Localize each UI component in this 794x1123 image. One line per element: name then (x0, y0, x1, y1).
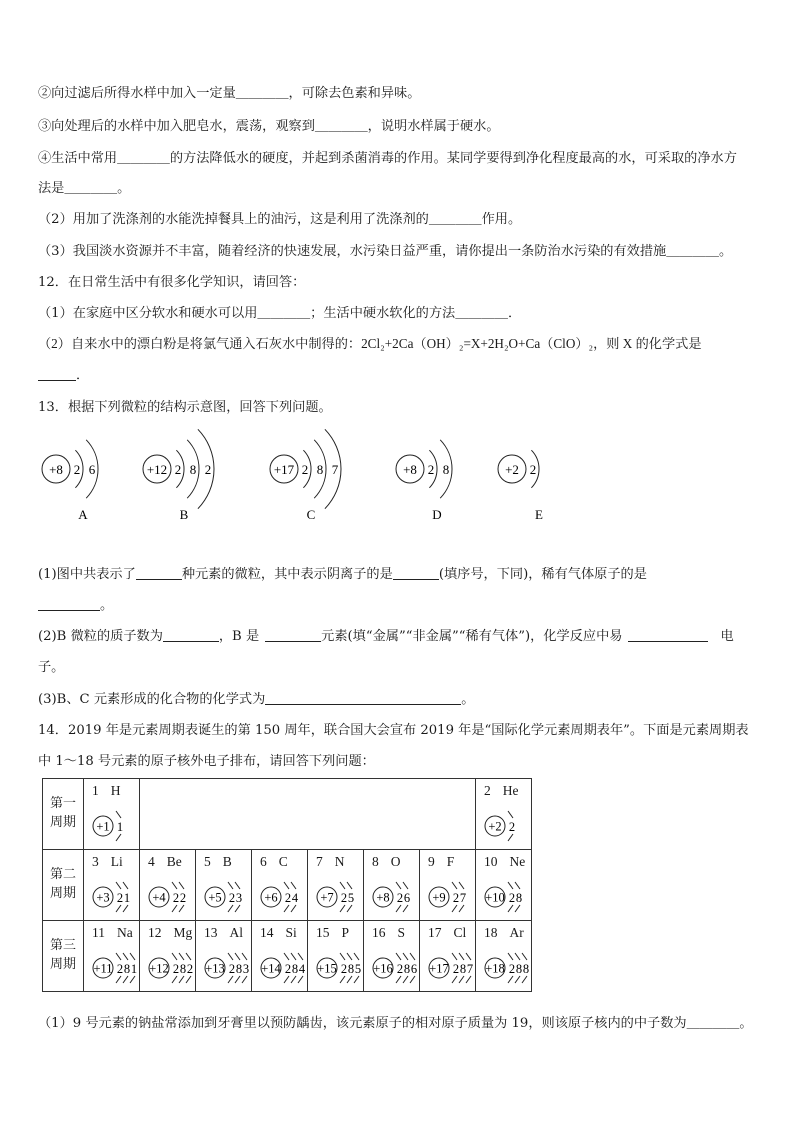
element-cell-he (476, 779, 532, 850)
element-cell-o (364, 850, 420, 921)
shell-tick-bottom (403, 905, 408, 912)
period-label: 第二 周期 (43, 850, 84, 921)
atom-structure-diagram (308, 921, 363, 991)
shell-tick-bottom (459, 976, 464, 983)
shell-electron-count: 2 (396, 891, 404, 905)
shell-tick-bottom (284, 905, 289, 912)
shell-electron-count: 8 (522, 962, 530, 976)
nucleus-charge: +6 (264, 890, 278, 905)
shell-tick-bottom (396, 905, 401, 912)
shell-tick-bottom (522, 976, 527, 983)
shell-tick-top (347, 953, 352, 960)
text-line: （3）我国淡水资源并不丰富，随着经济的快速发展，水污染日益严重，请你提出一条防治水污染的有效措施＿＿＿＿。 (38, 244, 733, 259)
text-line: ②向过滤后所得水样中加入一定量＿＿＿＿，可除去色素和异味。 (38, 86, 421, 101)
particle-label: D (432, 507, 442, 522)
nucleus-charge: +18 (485, 961, 505, 976)
answer-blank[interactable] (265, 628, 321, 642)
nucleus-charge: +15 (317, 961, 337, 976)
shell-tick-top (508, 882, 513, 889)
atomic-number: 18 (484, 925, 498, 940)
particle-label: E (535, 507, 543, 522)
shell-electron-count: 8 (442, 462, 450, 477)
nucleus-charge: +9 (432, 890, 446, 905)
answer-blank[interactable] (38, 597, 100, 611)
particle-diagram-a (42, 440, 98, 522)
shell-electron-count: 2 (228, 962, 236, 976)
question-13-stem: 13．根据下列微粒的结构示意图，回答下列问题。 (38, 400, 332, 415)
shell-tick-top (508, 953, 513, 960)
shell-tick-top (291, 953, 296, 960)
shell-electron-count: 2 (116, 962, 124, 976)
shell-tick-top (179, 882, 184, 889)
shell-tick-top (291, 882, 296, 889)
element-cell-f (420, 850, 476, 921)
atomic-number: 14 (260, 925, 274, 940)
shell-tick-top (228, 953, 233, 960)
shell-tick-top (284, 882, 289, 889)
shell-electron-count: 8 (515, 891, 523, 905)
element-symbol: N (334, 854, 345, 869)
punctuation: 。 (461, 692, 475, 707)
atom-structure-diagram (476, 850, 531, 920)
atomic-number: 1 (92, 783, 99, 798)
shell-electron-count: 4 (298, 962, 306, 976)
shell-tick-top (179, 953, 184, 960)
shell-tick-top (410, 953, 415, 960)
nucleus-charge: +1 (96, 819, 110, 834)
nucleus-charge: +4 (152, 890, 166, 905)
shell-tick-bottom (228, 905, 233, 912)
atomic-number: 6 (260, 854, 267, 869)
shell-electron-count: 4 (291, 891, 299, 905)
shell-electron-count: 7 (466, 962, 474, 976)
shell-tick-top (116, 882, 121, 889)
text: (2)B 微粒的质子数为 (38, 629, 163, 644)
element-cell-al (196, 921, 252, 992)
shell-tick-bottom (179, 905, 184, 912)
shell-tick-bottom (298, 976, 303, 983)
nucleus-charge: +7 (320, 890, 334, 905)
shell-tick-bottom (403, 976, 408, 983)
shell-tick-bottom (410, 976, 415, 983)
shell-electron-count: 2 (529, 462, 537, 477)
shell-tick-bottom (459, 905, 464, 912)
shell-tick-top (452, 882, 457, 889)
shell-tick-top (123, 882, 128, 889)
shell-tick-bottom (172, 976, 177, 983)
atomic-number: 12 (148, 925, 162, 940)
element-cell-cl (420, 921, 476, 992)
shell-tick-bottom (130, 976, 135, 983)
element-symbol: O (390, 854, 401, 869)
periodic-table (42, 778, 532, 992)
shell-tick-bottom (235, 976, 240, 983)
shell-tick-bottom (452, 905, 457, 912)
text: ，B 是 (218, 629, 260, 644)
shell-tick-bottom (291, 976, 296, 983)
shell-tick-top (228, 882, 233, 889)
answer-blank[interactable] (136, 566, 182, 580)
element-symbol: Li (110, 854, 123, 869)
shell-tick-top (515, 953, 520, 960)
element-cell-n (308, 850, 364, 921)
shell-tick-bottom (284, 976, 289, 983)
shell-electron-count: 2 (172, 891, 180, 905)
element-symbol: Cl (453, 925, 467, 940)
text-line: 法是＿＿＿＿。 (38, 181, 131, 196)
shell-electron-count: 2 (508, 820, 516, 834)
element-cell-b (196, 850, 252, 921)
element-symbol: C (278, 854, 288, 869)
particle-label: B (179, 507, 189, 522)
shell-tick-top (459, 882, 464, 889)
atomic-number: 17 (428, 925, 442, 940)
atom-structure-diagram (364, 850, 419, 920)
text: (3)B、C 元素形成的化合物的化学式为 (38, 692, 266, 707)
question-14-stem: 14．2019 年是元素周期表诞生的第 150 周年，联合国大会宣布 2019 年是“国际化学元素周期表年”。下面是元素周期表 (38, 723, 749, 738)
shell-tick-top (354, 953, 359, 960)
shell-tick-top (403, 953, 408, 960)
period-label: 第一 周期 (43, 779, 84, 850)
text: 电 (720, 629, 734, 644)
atom-structure-diagram (476, 779, 531, 849)
answer-blank[interactable] (628, 628, 708, 642)
atom-structure-diagram (196, 921, 251, 991)
punctuation: 。 (100, 598, 114, 613)
atomic-number: 13 (204, 925, 218, 940)
shell-electron-count: 2 (172, 962, 180, 976)
text-line: ③向处理后的水样中加入肥皂水，震荡，观察到＿＿＿＿，说明水样属于硬水。 (38, 119, 500, 134)
shell-tick-bottom (515, 905, 520, 912)
element-cell-li (84, 850, 140, 921)
element-symbol: H (110, 783, 121, 798)
shell-electron-count: 8 (291, 962, 299, 976)
question-13-part-2 (38, 625, 734, 644)
atomic-number: 4 (148, 854, 155, 869)
shell-electron-count: 2 (396, 962, 404, 976)
shell-electron-count: 8 (403, 962, 411, 976)
shell-tick-bottom (172, 905, 177, 912)
element-symbol: F (446, 854, 455, 869)
particle-diagram-e (498, 450, 543, 522)
question-13-part-3 (38, 688, 474, 707)
element-symbol: He (502, 783, 519, 798)
shell-tick-bottom (515, 976, 520, 983)
shell-tick-bottom (347, 976, 352, 983)
nucleus-charge: +17 (273, 462, 295, 477)
shell-tick-bottom (452, 976, 457, 983)
atom-structure-diagram (252, 850, 307, 920)
shell-tick-top (515, 882, 520, 889)
shell-electron-count: 2 (116, 891, 124, 905)
text-line: （2）用加了洗涤剂的水能洗掉餐具上的油污，这是利用了洗涤剂的＿＿＿＿作用。 (38, 212, 522, 227)
shell-tick-top (347, 882, 352, 889)
shell-tick-top (522, 953, 527, 960)
shell-electron-count: 1 (116, 820, 124, 834)
period-row-1 (43, 779, 532, 850)
element-cell-ar (476, 921, 532, 992)
particle-label: A (78, 507, 88, 522)
shell-electron-count: 8 (123, 962, 131, 976)
empty-cell (140, 779, 476, 850)
answer-blank[interactable] (163, 628, 219, 642)
nucleus-charge: +10 (485, 890, 505, 905)
shell-tick-bottom (116, 976, 121, 983)
nucleus-charge: +2 (505, 462, 519, 477)
nucleus-charge: +5 (208, 890, 222, 905)
period-row-3 (43, 921, 532, 992)
question-12-stem: 12．在日常生活中有很多化学知识，请回答： (38, 275, 306, 290)
shell-tick-top (130, 953, 135, 960)
atom-structure-diagram (84, 850, 139, 920)
shell-electron-count: 2 (452, 962, 460, 976)
element-symbol: Al (229, 925, 243, 940)
shell-tick-bottom (228, 976, 233, 983)
shell-electron-count: 2 (284, 962, 292, 976)
shell-electron-count: 2 (301, 462, 309, 477)
atomic-number: 3 (92, 854, 99, 869)
period-row-2 (43, 850, 532, 921)
shell-tick-bottom (508, 976, 513, 983)
element-symbol: S (397, 925, 406, 940)
shell-electron-count: 2 (284, 891, 292, 905)
element-symbol: Ne (509, 854, 526, 869)
question-14-part-1: （1）9 号元素的钠盐常添加到牙膏里以预防龋齿，该元素原子的相对原子质量为 19，则该原子核内的中子数为＿＿＿＿。 (38, 1016, 753, 1031)
atomic-number: 2 (484, 783, 491, 798)
nucleus-charge: +8 (376, 890, 390, 905)
element-cell-h (84, 779, 140, 850)
text: 元素(填“金属”“非金属”“稀有气体”)，化学反应中易 (321, 629, 623, 644)
nucleus-charge: +14 (261, 961, 281, 976)
nucleus-charge: +8 (49, 462, 63, 477)
text: (1)图中共表示了 (38, 567, 136, 582)
atomic-number: 15 (316, 925, 330, 940)
atom-structure-diagram (476, 921, 531, 991)
atomic-number: 5 (204, 854, 211, 869)
atom-structure-diagram (140, 850, 195, 920)
shell-electron-count: 7 (459, 891, 467, 905)
shell-tick-top (186, 953, 191, 960)
shell-tick-top (235, 953, 240, 960)
shell-tick-top (123, 953, 128, 960)
shell-electron-count: 2 (204, 462, 212, 477)
shell-tick-bottom (347, 905, 352, 912)
shell-tick-bottom (242, 976, 247, 983)
atom-structure-diagram (196, 850, 251, 920)
atom-structure-diagram (420, 921, 475, 991)
nucleus-charge: +11 (93, 961, 113, 976)
shell-tick-top (116, 953, 121, 960)
shell-tick-top (172, 953, 177, 960)
nucleus-charge: +16 (373, 961, 393, 976)
element-cell-na (84, 921, 140, 992)
shell-electron-count: 8 (235, 962, 243, 976)
element-symbol: P (341, 925, 350, 940)
question-14-stem-cont: 中 1～18 号元素的原子核外电子排布，请回答下列问题： (38, 754, 375, 769)
shell-electron-count: 8 (459, 962, 467, 976)
shell-tick-top (466, 953, 471, 960)
shell-tick-top (452, 953, 457, 960)
question-13-part-2-end: 子。 (38, 660, 65, 675)
particle-label: C (306, 507, 316, 522)
atomic-number: 7 (316, 854, 323, 869)
shell-tick-bottom (123, 905, 128, 912)
shell-electron-count: 2 (340, 962, 348, 976)
particle-structure-diagrams (38, 420, 758, 530)
nucleus-charge: +13 (205, 961, 225, 976)
shell-tick-top (403, 882, 408, 889)
shell-tick-bottom (508, 905, 513, 912)
atomic-number: 11 (92, 925, 105, 940)
shell-electron-count: 5 (354, 962, 362, 976)
shell-tick-bottom (340, 976, 345, 983)
nucleus-charge: +3 (96, 890, 110, 905)
particle-diagram-d (396, 440, 452, 522)
shell-tick-top (298, 953, 303, 960)
shell-electron-count: 2 (174, 462, 182, 477)
shell-electron-count: 2 (508, 891, 516, 905)
answer-blank[interactable] (393, 566, 439, 580)
shell-electron-count: 2 (508, 962, 516, 976)
shell-electron-count: 2 (179, 891, 187, 905)
atom-structure-diagram (364, 921, 419, 991)
shell-tick-bottom (508, 834, 513, 841)
atomic-number: 8 (372, 854, 379, 869)
nucleus-charge: +17 (429, 961, 449, 976)
shell-tick-top (235, 882, 240, 889)
shell-electron-count: 2 (427, 462, 435, 477)
shell-tick-bottom (466, 976, 471, 983)
shell-tick-top (508, 811, 513, 818)
shell-tick-top (459, 953, 464, 960)
period-label: 第三 周期 (43, 921, 84, 992)
punctuation: ． (76, 368, 90, 383)
element-cell-s (364, 921, 420, 992)
element-symbol: Be (166, 854, 182, 869)
element-symbol: Mg (173, 925, 193, 940)
shell-electron-count: 2 (186, 962, 194, 976)
question-13-part-1 (38, 563, 647, 582)
nucleus-charge: +12 (146, 462, 168, 477)
question-12-part-1: （1）在家庭中区分软水和硬水可以用＿＿＿＿；生活中硬水软化的方法＿＿＿＿． (38, 306, 522, 321)
shell-tick-top (242, 953, 247, 960)
shell-electron-count: 2 (340, 891, 348, 905)
shell-tick-bottom (186, 976, 191, 983)
shell-electron-count: 5 (347, 891, 355, 905)
atom-structure-diagram (84, 779, 139, 849)
element-symbol: Si (285, 925, 297, 940)
element-cell-mg (140, 921, 196, 992)
element-cell-c (252, 850, 308, 921)
shell-tick-top (340, 953, 345, 960)
text-line: ④生活中常用＿＿＿＿的方法降低水的硬度，并起到杀菌消毒的作用。某同学要得到净化程度最高的水，可采取的净水方 (38, 151, 737, 166)
shell-electron-count: 8 (189, 462, 197, 477)
shell-tick-bottom (116, 905, 121, 912)
shell-electron-count: 8 (347, 962, 355, 976)
shell-tick-top (340, 882, 345, 889)
shell-electron-count: 2 (228, 891, 236, 905)
atom-structure-diagram (252, 921, 307, 991)
nucleus-charge: +2 (488, 819, 502, 834)
shell-electron-count: 3 (235, 891, 243, 905)
shell-tick-top (284, 953, 289, 960)
atomic-number: 9 (428, 854, 435, 869)
atom-structure-diagram (420, 850, 475, 920)
text: 种元素的微粒，其中表示阴离子的是 (181, 567, 393, 582)
element-cell-be (140, 850, 196, 921)
shell-tick-top (172, 882, 177, 889)
shell-electron-count: 7 (331, 462, 339, 477)
shell-tick-top (396, 953, 401, 960)
shell-electron-count: 1 (130, 962, 138, 976)
text: (填序号，下同)，稀有气体原子的是 (438, 567, 647, 582)
element-symbol: Na (117, 925, 133, 940)
shell-tick-top (396, 882, 401, 889)
shell-electron-count: 3 (242, 962, 250, 976)
nucleus-charge: +8 (403, 462, 417, 477)
shell-tick-bottom (179, 976, 184, 983)
element-cell-ne (476, 850, 532, 921)
atomic-number: 16 (372, 925, 386, 940)
question-13-part-1-end (38, 594, 113, 613)
shell-electron-count: 2 (73, 462, 81, 477)
atomic-number: 10 (484, 854, 498, 869)
shell-electron-count: 6 (88, 462, 96, 477)
answer-blank[interactable] (38, 367, 76, 381)
element-cell-si (252, 921, 308, 992)
element-symbol: B (222, 854, 232, 869)
particle-diagram-b (143, 429, 214, 522)
shell-electron-count: 8 (515, 962, 523, 976)
shell-tick-top (116, 811, 121, 818)
shell-tick-bottom (291, 905, 296, 912)
shell-electron-count: 6 (410, 962, 418, 976)
shell-tick-bottom (235, 905, 240, 912)
atom-structure-diagram (308, 850, 363, 920)
question-12-part-2: （2）自来水中的漂白粉是将氯气通入石灰水中制得的：2Cl₂+2Ca（OH）₂=X+2H₂O+Ca（ClO）₂，则 X 的化学式是 (38, 336, 702, 351)
shell-tick-bottom (340, 905, 345, 912)
atom-structure-diagram (84, 921, 139, 991)
shell-electron-count: 2 (452, 891, 460, 905)
atom-structure-diagram (140, 921, 195, 991)
shell-tick-bottom (123, 976, 128, 983)
element-cell-p (308, 921, 364, 992)
answer-blank[interactable] (265, 691, 461, 705)
shell-electron-count: 1 (123, 891, 131, 905)
shell-electron-count: 8 (316, 462, 324, 477)
shell-electron-count: 8 (179, 962, 187, 976)
element-symbol: Ar (509, 925, 524, 940)
shell-tick-bottom (396, 976, 401, 983)
nucleus-charge: +12 (149, 961, 169, 976)
shell-electron-count: 6 (403, 891, 411, 905)
question-12-part-2-end (38, 364, 89, 383)
particle-diagram-c (270, 429, 341, 522)
shell-tick-bottom (354, 976, 359, 983)
shell-tick-bottom (116, 834, 121, 841)
